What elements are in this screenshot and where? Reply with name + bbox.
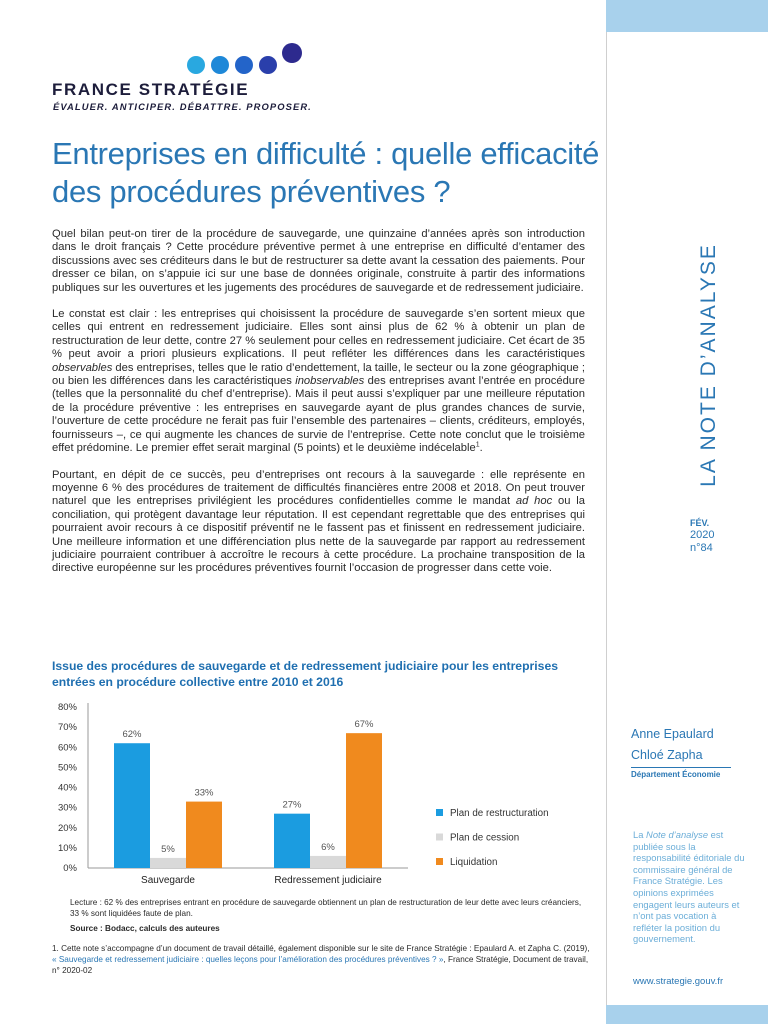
author-divider: [631, 767, 731, 768]
logo-name: FRANCE STRATÉGIE: [52, 80, 250, 99]
bar-value-label: 62%: [122, 729, 142, 741]
bar-chart: [40, 698, 595, 896]
chart-source: Source : Bodacc, calculs des auteures: [70, 924, 220, 933]
y-tick-label: 0%: [63, 863, 77, 874]
bar: [114, 743, 150, 868]
logo-dots-icon: [187, 42, 307, 78]
bar: [310, 856, 346, 868]
legend-swatch: [436, 858, 443, 865]
y-tick-label: 10%: [57, 842, 77, 854]
logo-tagline: ÉVALUER. ANTICIPER. DÉBATTRE. PROPOSER.: [53, 101, 312, 112]
sidebar-bottom-bar: [606, 1005, 768, 1024]
issue-info: [690, 518, 750, 555]
y-tick-label: 30%: [57, 802, 77, 814]
y-tick-label: 80%: [57, 702, 77, 713]
department: Département Économie: [631, 770, 721, 779]
france-strategie-logo: [52, 42, 312, 114]
page-title: Entreprises en difficulté : quelle efficacité des procédures préventives ?: [52, 136, 600, 209]
series-label: LA NOTE D’ANALYSE: [697, 243, 720, 487]
y-tick-label: 60%: [57, 742, 77, 754]
x-tick-label: Redressement judiciaire: [274, 875, 382, 886]
chart-title: Issue des procédures de sauvegarde et de redressement judiciaire pour les entreprises entrées en procédure collective entre 2010 et 2016: [52, 659, 558, 689]
legend-label: Plan de restructuration: [450, 808, 549, 819]
bar-value-label: 33%: [194, 787, 214, 799]
footnote-ref[interactable]: 1: [475, 441, 480, 449]
y-tick-label: 40%: [57, 782, 77, 794]
bar: [186, 802, 222, 868]
y-tick-label: 70%: [57, 722, 77, 734]
bar: [150, 858, 186, 868]
y-tick-label: 50%: [57, 762, 77, 774]
paragraph-conclusion: Pourtant, en dépit de ce succès, peu d’entreprises ont recours à la sauvegarde : elle représente en moyenne 6 % des procédures de traitement de difficultés financières entre 2008 et 2018. On peut trouver naturel que les entreprises privilégient les procédures confidentielles comme le mandat ad hoc ou la conciliation, qui protègent davantage leur réputation. Il est cependant regrettable que des entreprises qui pourraient avoir recours à ce dispositif préventif ne le fassent pas et finissent en redressement judiciaire. Une meilleure information et une différenciation plus nette de la sauvegarde par rapport au redressement judiciaire pourraient contribuer à accroître le recours à cette procédure. La prochaine transposition de la directive européenne sur les procédures préventives fournit l’occasion de progresser dans cette voie.: [52, 468, 585, 575]
footnote: 1. Cette note s’accompagne d’un document de travail détaillé, également disponible sur le site de France Stratégie : Epaulard A. et Zapha C. (2019), « Sauvegarde et redressement judiciaire : quelles leçons pour l’amélioration des procédures préventives ? », France Stratégie, Document de travail, n° 2020-02: [52, 944, 590, 975]
bar: [274, 814, 310, 868]
bar-value-label: 6%: [321, 841, 335, 853]
working-paper-link[interactable]: « Sauvegarde et redressement judiciaire : quelles leçons pour l’amélioration des procédures préventives ? »: [52, 955, 444, 964]
sidebar-divider: [606, 0, 607, 1024]
article-body: [52, 228, 585, 589]
issue-month: FÉV.: [690, 518, 710, 528]
chart-reading-note: Lecture : 62 % des entreprises entrant en procédure de sauvegarde obtiennent un plan de restructuration de leur dette avec leurs créanciers, 33 % sont liquidées faute de plan.: [70, 898, 582, 918]
bar: [346, 733, 382, 868]
issue-year: 2020: [690, 529, 715, 541]
website-link[interactable]: www.strategie.gouv.fr: [633, 976, 724, 987]
sidebar-top-bar: [606, 0, 768, 32]
editorial-disclaimer: La Note d’analyse est publiée sous la responsabilité éditoriale du commissaire général de France Stratégie. Les opinions exprimées engagent leurs auteurs et n’ont pas vocation à refléter la position du gouvernement.: [633, 829, 745, 945]
author-name: Anne Epaulard: [631, 727, 714, 741]
paragraph-findings: Le constat est clair : les entreprises qui choisissent la procédure de sauvegarde s’en sortent mieux que celles qui entrent en redressement judiciaire. Elles sont ainsi plus de 62 % à obtenir un plan de restructuration de leur dette, contre 27 % seulement pour celles en redressement judiciaire. Cet écart de 35 % peut avoir a priori plusieurs explications. Il peut refléter les différences dans les caractéristiques observables des entreprises, telles que le ratio d’endettement, la taille, le secteur ou la zone géographique ; ou bien les différences dans les caractéristiques inobservables des entreprises avant l’entrée en procédure (telles que la personnalité du chef d’entreprise). Mais il peut aussi s’expliquer par une meilleure réputation de la procédure préventive : les entreprises en sauvegarde ayant de plus grandes chances de survie, l’ouverture de cette procédure ne ferait pas fuir l’ensemble des partenaires – clients, créditeurs, employés, fournisseurs –, ce qui augmente les chances de survie de l’entreprise. Cette note conclut que le troisième effet prédomine. Le premier effet serait marginal (5 points) et le deuxième indécelable$^1$.: [52, 308, 585, 455]
author-name: Chloé Zapha: [631, 748, 703, 762]
issue-number: n°84: [690, 542, 713, 554]
x-tick-label: Sauvegarde: [141, 875, 195, 886]
legend-swatch: [436, 834, 443, 841]
legend-swatch: [436, 809, 443, 816]
legend-label: Liquidation: [450, 857, 498, 868]
bar-value-label: 67%: [354, 719, 374, 731]
bar-value-label: 27%: [282, 799, 302, 811]
bar-value-label: 5%: [161, 843, 175, 855]
legend-label: Plan de cession: [450, 832, 520, 844]
y-tick-label: 20%: [57, 822, 77, 834]
paragraph-intro: Quel bilan peut-on tirer de la procédure de sauvegarde, une quinzaine d’années après son introduction dans le droit français ? Cette procédure préventive permet à une entreprise en difficulté d’entamer des discussions avec ses créditeurs dans le but de restructurer sa dette avant la cessation des paiements. Pour dresser ce bilan, on s’appuie ici sur une base de données originale, construite à partir des informations publiques sur les ouvertures et les jugements des procédures de sauvegarde et de redressement judiciaire.: [52, 228, 585, 294]
